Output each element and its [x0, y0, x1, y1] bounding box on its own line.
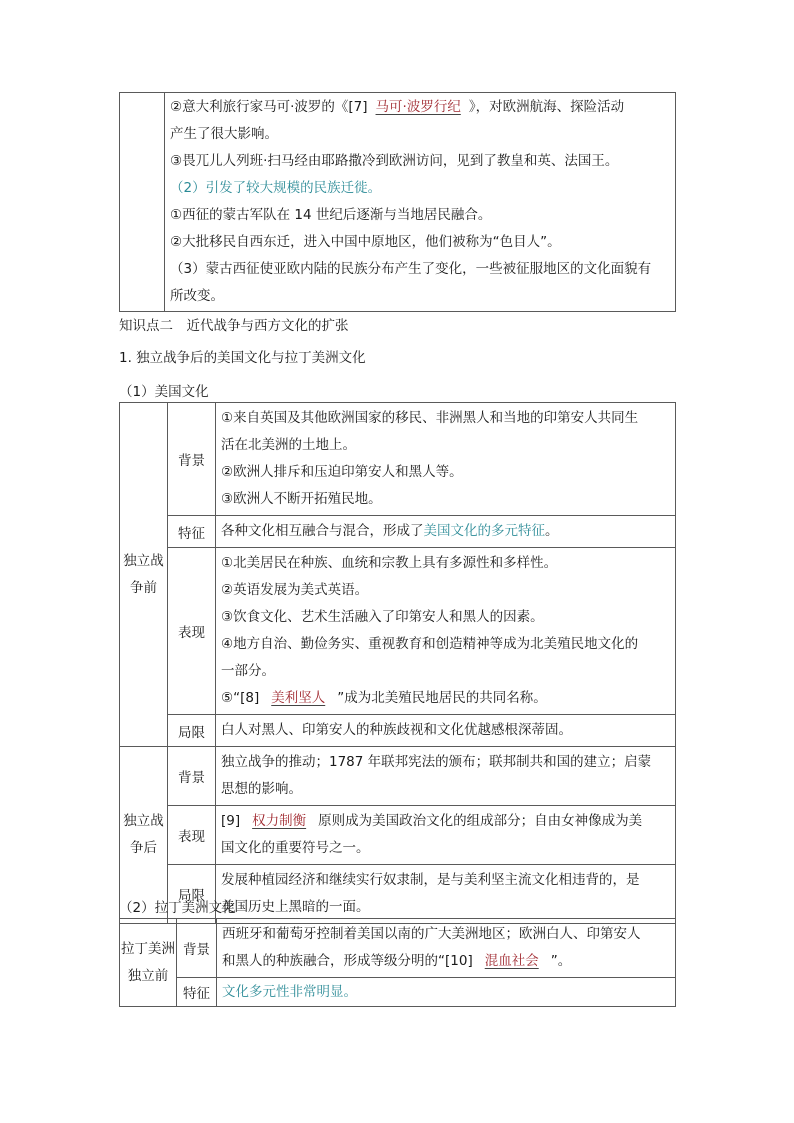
answer-10: 混血社会 — [484, 953, 539, 969]
feature-cell: 各种文化相互融合与混合，形成了美国文化的多元特征。 — [216, 516, 676, 548]
row-marco-polo: ②意大利旅行家马可·波罗的《[7] 马可·波罗行纪 》，对欧洲航海、探险活动 — [170, 99, 625, 115]
latin-america-table — [119, 918, 676, 1007]
mongol-table — [119, 92, 676, 312]
subheading: 1. 独立战争后的美国文化与拉丁美洲文化 — [119, 350, 366, 366]
row-ethnic-change: （3）蒙古西征使亚欧内陆的民族分布产生了变化，一些被征服地区的文化面貌有 — [170, 261, 652, 277]
label-background: 背景 — [168, 403, 216, 516]
performance-cell: ①北美居民在种族、血统和宗教上具有多源性和多样性。 ②英语发展为美式英语。 ③饮食文化、艺术生活融入了印第安人和黑人的因素。 ④地方自治、勤俭务实、重视教育和创造精神等成为北美殖民地文化的 一部分。 ⑤“[8] 美利坚人 ”成为北美殖民地居民的共同名称。 — [216, 548, 676, 715]
row-semu-people: ②大批移民自西东迁，进入中国中原地区，他们被称为“色目人”。 — [170, 234, 561, 250]
limitation-cell: 白人对黑人、印第安人的种族歧视和文化优越感根深蒂固。 — [216, 715, 676, 747]
label-latin-before: 拉丁美洲 独立前 — [120, 919, 177, 1007]
row-mongol-fusion: ①西征的蒙古军队在 14 世纪后逐渐与当地居民融合。 — [170, 207, 492, 223]
answer-9: 权力制衡 — [252, 813, 307, 829]
label-after-performance: 表现 — [168, 806, 216, 865]
answer-8: 美利坚人 — [271, 690, 326, 706]
row-rabban-sauma: ③畏兀儿人列班·扫马经由耶路撒冷到欧洲访问，见到了教皇和英、法国王。 — [170, 153, 619, 169]
us-culture-title: （1）美国文化 — [119, 384, 209, 400]
la-feature-cell: 文化多元性非常明显。 — [217, 978, 676, 1007]
us-culture-table — [119, 402, 676, 924]
left-blank-cell — [120, 93, 165, 312]
row-marco-polo-cont: 产生了很大影响。 — [170, 126, 278, 142]
label-performance: 表现 — [168, 548, 216, 715]
label-la-feature: 特征 — [177, 978, 217, 1007]
label-after-background: 背景 — [168, 747, 216, 806]
after-limitation-cell: 发展种植园经济和继续实行奴隶制，是与美利坚主流文化相违背的，是 美国历史上黑暗的一面。 — [216, 865, 676, 924]
label-feature: 特征 — [168, 516, 216, 548]
latin-america-title: （2）拉丁美洲文化 — [119, 900, 236, 916]
label-la-background: 背景 — [177, 919, 217, 978]
feature-highlight: 美国文化的多元特征 — [423, 523, 545, 539]
mongol-content-cell — [165, 93, 676, 312]
row-ethnic-change-cont: 所改变。 — [170, 288, 224, 304]
label-before-independence: 独立战 争前 — [120, 403, 168, 747]
after-background-cell: 独立战争的推动；1787 年联邦宪法的颁布；联邦制共和国的建立；启蒙 思想的影响。 — [216, 747, 676, 806]
background-cell: ①来自英国及其他欧洲国家的移民、非洲黑人和当地的印第安人共同生 活在北美洲的土地上。 ②欧洲人排斥和压迫印第安人和黑人等。 ③欧洲人不断开拓殖民地。 — [216, 403, 676, 516]
after-performance-cell: [9] 权力制衡 原则成为美国政治文化的组成部分；自由女神像成为美 国文化的重要符号之一。 — [216, 806, 676, 865]
la-background-cell: 西班牙和葡萄牙控制着美国以南的广大美洲地区；欧洲白人、印第安人 和黑人的种族融合，形成等级分明的“[10] 混血社会 ”。 — [217, 919, 676, 978]
answer-7: 马可·波罗行纪 — [375, 99, 461, 115]
knowledge-point-heading: 知识点二 近代战争与西方文化的扩张 — [119, 318, 349, 334]
label-after-independence: 独立战 争后 — [120, 747, 168, 924]
label-limitation: 局限 — [168, 715, 216, 747]
label-after-limitation: 局限 — [168, 865, 216, 924]
row-migration-heading: （2）引发了较大规模的民族迁徙。 — [170, 180, 382, 196]
